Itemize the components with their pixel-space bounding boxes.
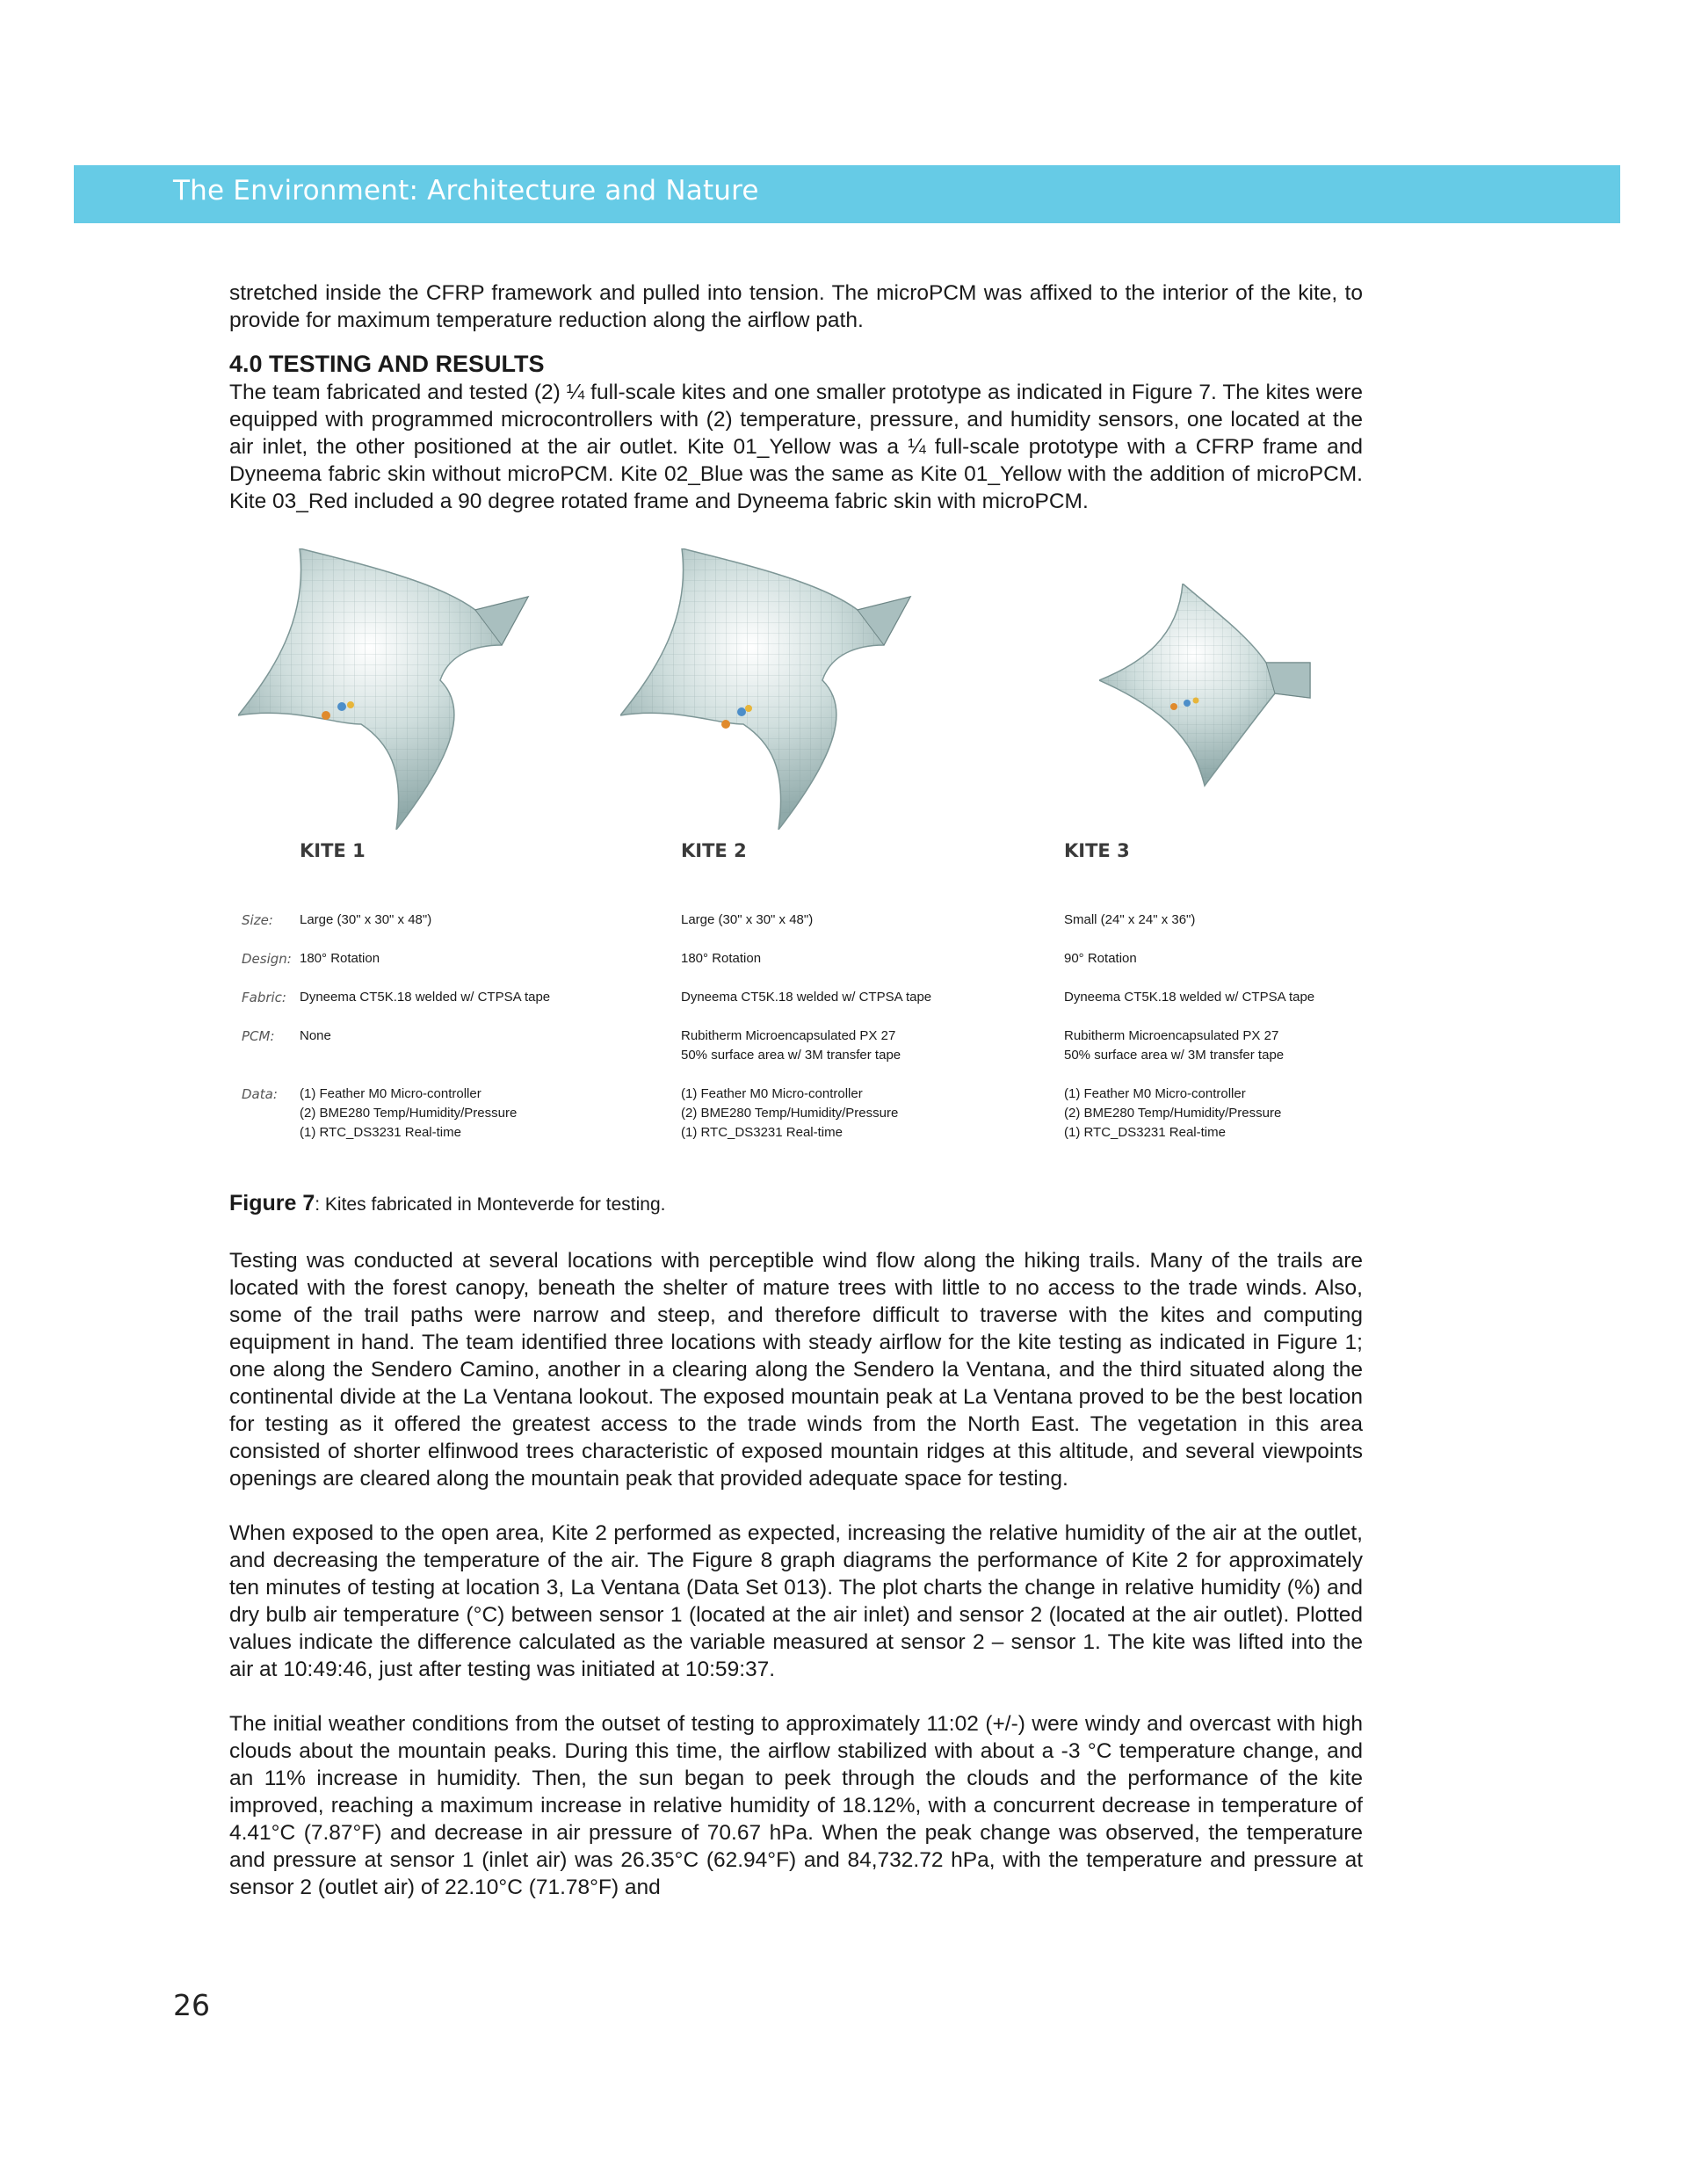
paragraph-testing: The team fabricated and tested (2) ¼ full-scale kites and one smaller prototype as indicated in Figure 7. The kites were equipped with programmed microcontrollers with (2) temperature, pressure, and humidity sensors, one located at the air inlet, the other positioned at the air outlet. Kite 01_Yellow was a ¼ full-scale prototype with a CFRP frame and Dyneema fabric skin without microPCM. Kite 02_Blue was the same as Kite 01_Yellow with the addition of microPCM. Kite 03_Red included a 90 degree rotated frame and Dyneema fabric skin with microPCM. [229,381,1363,513]
kite-3-data-1: (1) Feather M0 Micro-controller [1064,1086,1246,1101]
kite-1-title: KITE 1 [300,840,366,861]
kite-3-data-2: (2) BME280 Temp/Humidity/Pressure [1064,1106,1282,1121]
kite-2-pcm-2: 50% surface area w/ 3M transfer tape [681,1048,901,1063]
kite-2-data-2: (2) BME280 Temp/Humidity/Pressure [681,1106,899,1121]
kite-1-data-1: (1) Feather M0 Micro-controller [300,1086,481,1101]
paragraph-locations: Testing was conducted at several locations with perceptible wind flow along the hiking trails. Many of the trails are located with the forest canopy, beneath the shelter of mature trees with little to no access to the trade winds. Also, some of the trail paths were narrow and steep, and therefore difficult to traverse with the kites and computing equipment in hand. The team identified three locations with steady airflow for the kite testing as indicated in Figure 1; one along the Sendero Camino, another in a clearing along the Sendero la Ventana, and the third situated along the continental divide at the La Ventana lookout. The exposed mountain peak at La Ventana proved to be the best location for testing as it offered the greatest access to the trade winds from the North East. The vegetation in this area consisted of shorter elfinwood trees characteristic of exposed mountain ridges at this altitude, and several viewpoints openings are cleared along the mountain peak that provided adequate space for testing. [229,1249,1363,1491]
kite-1-image [238,548,607,830]
paragraph-performance: When exposed to the open area, Kite 2 performed as expected, increasing the relative humidity of the air at the outlet, and decreasing the temperature of the air. The Figure 8 graph diagrams the performance of Kite 2 for approximately ten minutes of testing at location 3, La Ventana (Data Set 013). The plot charts the change in relative humidity (%) and dry bulb air temperature (°C) between sensor 1 (located at the air inlet) and sensor 2 (located at the air outlet). Plotted values indicate the difference calculated as the variable measured at sensor 2 – sensor 1. The kite was lifted into the air at 10:49:46, just after testing was initiated at 10:59:37. [229,1521,1363,1681]
figure-caption [229,1190,1363,1218]
kite-3-image [1099,584,1328,795]
spec-label-pcm: PCM: [242,1028,275,1044]
kite-2-image [620,548,989,830]
kite-2-specs [681,840,747,881]
kite-3-data-3: (1) RTC_DS3231 Real-time [1064,1125,1226,1140]
figure-caption-label: Figure 7 [229,1191,315,1215]
kite-1-fabric: Dyneema CT5K.18 welded w/ CTPSA tape [300,990,551,1005]
kite-3-design: 90° Rotation [1064,951,1137,966]
spec-label-size: Size: [242,912,273,928]
paragraph-intro: stretched inside the CFRP framework and pulled into tension. The microPCM was affixed to the interior of the kite, to provide for maximum temperature reduction along the airflow path. [229,281,1363,332]
kite-2-fabric: Dyneema CT5K.18 welded w/ CTPSA tape [681,990,932,1005]
kite-2-title: KITE 2 [681,840,747,861]
kite-3-size: Small (24" x 24" x 36") [1064,912,1196,927]
kite-3-fabric: Dyneema CT5K.18 welded w/ CTPSA tape [1064,990,1315,1005]
page-content [229,279,1363,1901]
spec-label-fabric: Fabric: [242,990,286,1005]
kite-1-data-3: (1) RTC_DS3231 Real-time [300,1125,461,1140]
kite-1-size: Large (30" x 30" x 48") [300,912,432,927]
kite-2-size: Large (30" x 30" x 48") [681,912,814,927]
kite-3-pcm-1: Rubitherm Microencapsulated PX 27 [1064,1028,1279,1043]
kite-1-pcm: None [300,1028,331,1043]
section-heading: 4.0 TESTING AND RESULTS [229,351,545,377]
spec-label-data: Data: [242,1086,278,1102]
kite-2-data-3: (1) RTC_DS3231 Real-time [681,1125,843,1140]
spec-label-design: Design: [242,951,292,967]
kite-1-design: 180° Rotation [300,951,380,966]
kite-3-specs [1064,840,1130,881]
paragraph-weather: The initial weather conditions from the outset of testing to approximately 11:02 (+/-) were windy and overcast with high clouds about the mountain peaks. During this time, the airflow stabilized with about a -3 °C temperature change, and an 11% increase in humidity. Then, the sun began to peek through the clouds and the performance of the kite improved, reaching a maximum increase in relative humidity of 18.12%, with a concurrent decrease in temperature of 4.41°C (7.87°F) and decrease in air pressure of 70.67 hPa. When the peak change was observed, the temperature and pressure at sensor 1 (inlet air) was 26.35°C (62.94°F) and 84,732.72 hPa, with the temperature and pressure at sensor 2 (outlet air) of 22.10°C (71.78°F) and [229,1712,1363,1899]
header-title: The Environment: Architecture and Nature [173,175,759,207]
kite-1-data-2: (2) BME280 Temp/Humidity/Pressure [300,1106,518,1121]
header-banner [74,165,1620,223]
kite-3-title: KITE 3 [1064,840,1130,861]
page-number: 26 [173,1988,210,2022]
kite-2-pcm-1: Rubitherm Microencapsulated PX 27 [681,1028,896,1043]
kite-2-design: 180° Rotation [681,951,762,966]
kite-1-specs [300,840,366,881]
figure-caption-text: : Kites fabricated in Monteverde for testing. [315,1194,666,1215]
kite-2-data-1: (1) Feather M0 Micro-controller [681,1086,863,1101]
figure-7 [229,548,1363,1190]
kite-3-pcm-2: 50% surface area w/ 3M transfer tape [1064,1048,1285,1063]
